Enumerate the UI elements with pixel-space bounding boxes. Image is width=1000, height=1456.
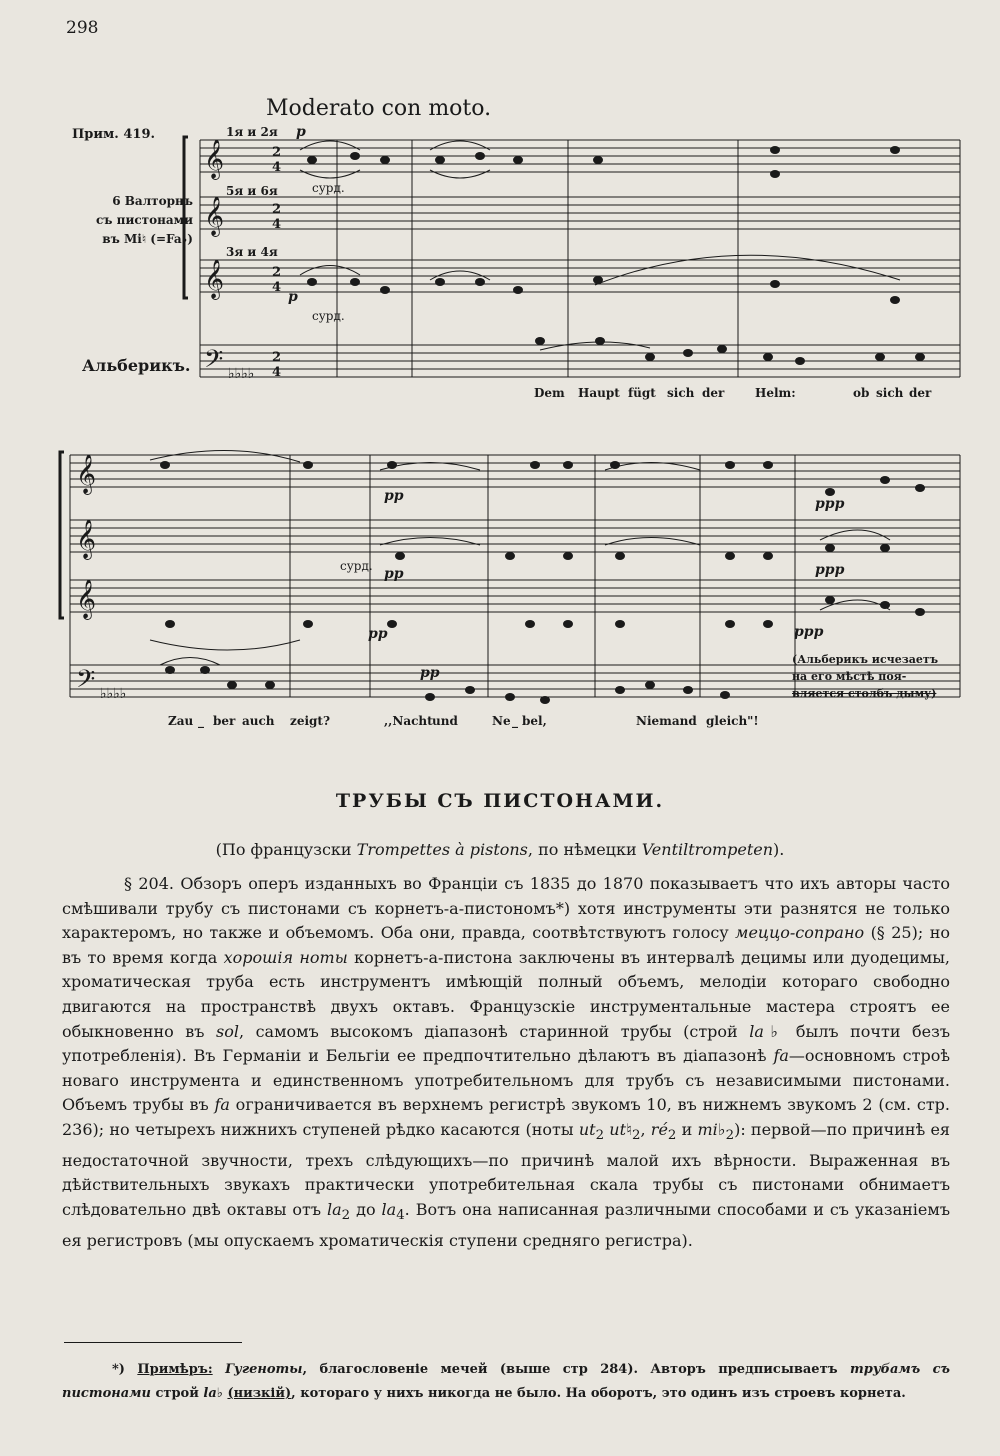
lyric-word: auch xyxy=(242,714,275,728)
subtitle-part-german: Ventiltrompeten xyxy=(641,840,774,859)
instrument-label-line: 6 Валторнъ xyxy=(112,194,193,208)
footnote: *) Примѣръ: Гугеноты, благословеніе мечей (выше стр 284). Авторъ предписываетъ трубамъ съ пистонами строй la♭ (низкій), котораго у нихъ никогда не было. На оборотъ, это одинъ изъ строевъ корнета. xyxy=(62,1362,951,1401)
time-sig-bottom: 4 xyxy=(272,365,282,380)
section-subtitle xyxy=(0,840,1000,859)
lyric-word: Zau xyxy=(168,714,194,728)
dynamic-mark: ppp xyxy=(815,496,845,512)
time-sig-top: 2 xyxy=(272,350,282,365)
dynamic-mark: pp xyxy=(420,665,440,681)
dynamic-mark: pp xyxy=(368,626,388,642)
treble-clef-icon: 𝄞 xyxy=(204,196,225,236)
instrument-label-line: въ Mi♮ (=Fa♭) xyxy=(102,232,193,246)
dynamic-mark: pp xyxy=(384,488,404,504)
lyric-word: bel, xyxy=(522,714,547,728)
dynamic-mark: ppp xyxy=(794,624,824,640)
horn-pair-label: 5я и 6я xyxy=(226,184,278,198)
instrument-label-line: съ пистонами xyxy=(95,213,193,227)
mute-mark: сурд. xyxy=(312,181,345,195)
horn-pair-label: 1я и 2я xyxy=(226,125,278,139)
subtitle-part: ). xyxy=(773,840,785,859)
dynamic-mark: ppp xyxy=(815,562,845,578)
time-sig-top: 2 xyxy=(272,265,282,280)
staff-alberich xyxy=(200,345,960,377)
section-title: ТРУБЫ СЪ ПИСТОНАМИ. xyxy=(335,790,665,812)
time-sig-bottom: 4 xyxy=(272,280,282,295)
dynamic-mark: p xyxy=(296,124,306,140)
example-label: Прим. 419. xyxy=(72,127,156,142)
treble-clef-icon: 𝄞 xyxy=(76,579,97,619)
lyric-word: Dem xyxy=(534,386,565,400)
body-paragraph xyxy=(62,872,950,1253)
lyric-word: Haupt xyxy=(578,386,620,400)
stage-direction-line: на его мѣстѣ поя- xyxy=(792,670,907,683)
treble-clef-icon: 𝄞 xyxy=(76,454,97,494)
footnote-divider xyxy=(64,1342,242,1343)
lyric-hyphen: _ xyxy=(198,714,204,728)
lyric-word: Helm: xyxy=(755,386,796,400)
lyric-word: fügt xyxy=(628,386,656,400)
lyric-word: Ne xyxy=(492,714,511,728)
voice-label: Альберикъ. xyxy=(82,356,191,375)
key-signature-flats: ♭♭♭♭ xyxy=(100,686,127,702)
time-sig-bottom: 4 xyxy=(272,217,282,232)
staff-horns-1-2-b xyxy=(70,455,960,487)
time-sig-top: 2 xyxy=(272,202,282,217)
page-number: 298 xyxy=(66,18,99,38)
bass-clef-icon: 𝄢 xyxy=(76,665,96,700)
mute-mark: сурд. xyxy=(340,559,373,573)
horn-pair-label: 3я и 4я xyxy=(226,245,278,259)
dynamic-mark: p xyxy=(288,289,298,305)
lyric-word: sich xyxy=(667,386,695,400)
paragraph-204: § 204. Обзоръ оперъ изданныхъ во Франціи съ 1835 до 1870 показываетъ что ихъ авторы часто смѣшивали трубу съ пистонами съ корнетъ-а-пистономъ*) хотя инструменты эти разнятся не только характеромъ, но также и объемомъ. Оба они, правда, соотвѣтствуютъ голосу меццо-сопрано (§ 25); но въ то время когда хорошія ноты корнетъ-а-пистона заключены въ интервалѣ децимы или дуодецимы, хроматическая труба есть инструментъ имѣющій полный объемъ, мелодіи котораго свободно двигаются на пространствѣ двухъ октавъ. Французскіе инструментальные мастера строятъ ее обыкновенно въ sol, самомъ высокомъ діапазонѣ старинной трубы (строй la♭ былъ почти безъ употребленія). Въ Германіи и Бельгіи ее предпочтительно дѣлаютъ въ діапазонѣ fa—основномъ строѣ новаго инструмента и единственномъ употребительномъ для трубъ съ независимыми пистонами. Объемъ трубы въ fa ограничивается въ верхнемъ регистрѣ звукомъ 10, въ нижнемъ звукомъ 2 (см. стр. 236); но четырехъ нижнихъ ступеней рѣдко касаются (ноты $ut_2$ $ut♮_2$, $ré_2$ и $mi♭_2$): первой—по причинѣ ея недостаточной звучности, трехъ слѣдующихъ—по причинѣ малой ихъ вѣрности. Выраженная въ дѣйствительныхъ звукахъ практически употребительная скала трубы съ пистонами обнимаетъ слѣдовательно двѣ октавы отъ $la_2$ до $la_4$. Вотъ она написанная различными способами и съ указаніемъ ея регистровъ (мы опускаемъ хроматическія ступени средняго регистра). xyxy=(62,874,951,1250)
lyric-word: sich xyxy=(876,386,904,400)
subtitle-part-french: Trompettes à pistons xyxy=(356,840,528,859)
lyric-word: ob xyxy=(853,386,870,400)
mute-mark: сурд. xyxy=(312,309,345,323)
treble-clef-icon: 𝄞 xyxy=(204,139,225,179)
treble-clef-icon: 𝄞 xyxy=(204,259,225,299)
lyric-word: Niemand xyxy=(636,714,697,728)
dynamic-mark: pp xyxy=(384,566,404,582)
lyric-word: ber xyxy=(213,714,236,728)
lyric-word: der xyxy=(702,386,725,400)
lyric-word: der xyxy=(909,386,932,400)
subtitle-part: (По французски xyxy=(215,840,357,859)
staff-horns-3-4 xyxy=(200,260,960,292)
stage-direction xyxy=(792,651,938,702)
staff-horns-1-2 xyxy=(200,140,960,172)
lyric-hyphen: _ xyxy=(512,714,518,728)
lyric-word: gleich"! xyxy=(706,714,759,728)
lyric-word: und xyxy=(432,714,458,728)
treble-clef-icon: 𝄞 xyxy=(76,519,97,559)
stage-direction-line: вляется столбъ дыму) xyxy=(792,687,937,700)
time-sig-top: 2 xyxy=(272,145,282,160)
key-signature-flats: ♭♭♭♭ xyxy=(228,366,255,382)
tempo-marking: Moderato con moto. xyxy=(266,96,492,121)
time-sig-bottom: 4 xyxy=(272,160,282,175)
subtitle-part: , по нѣмецки xyxy=(527,840,642,859)
staff-horns-5-6 xyxy=(200,197,960,229)
lyric-word: zeigt? xyxy=(290,714,330,728)
lyric-word: ,,Nacht xyxy=(384,714,433,728)
bass-clef-icon: 𝄢 xyxy=(204,345,224,380)
stage-direction-line: (Альберикъ исчезаетъ xyxy=(792,653,939,666)
